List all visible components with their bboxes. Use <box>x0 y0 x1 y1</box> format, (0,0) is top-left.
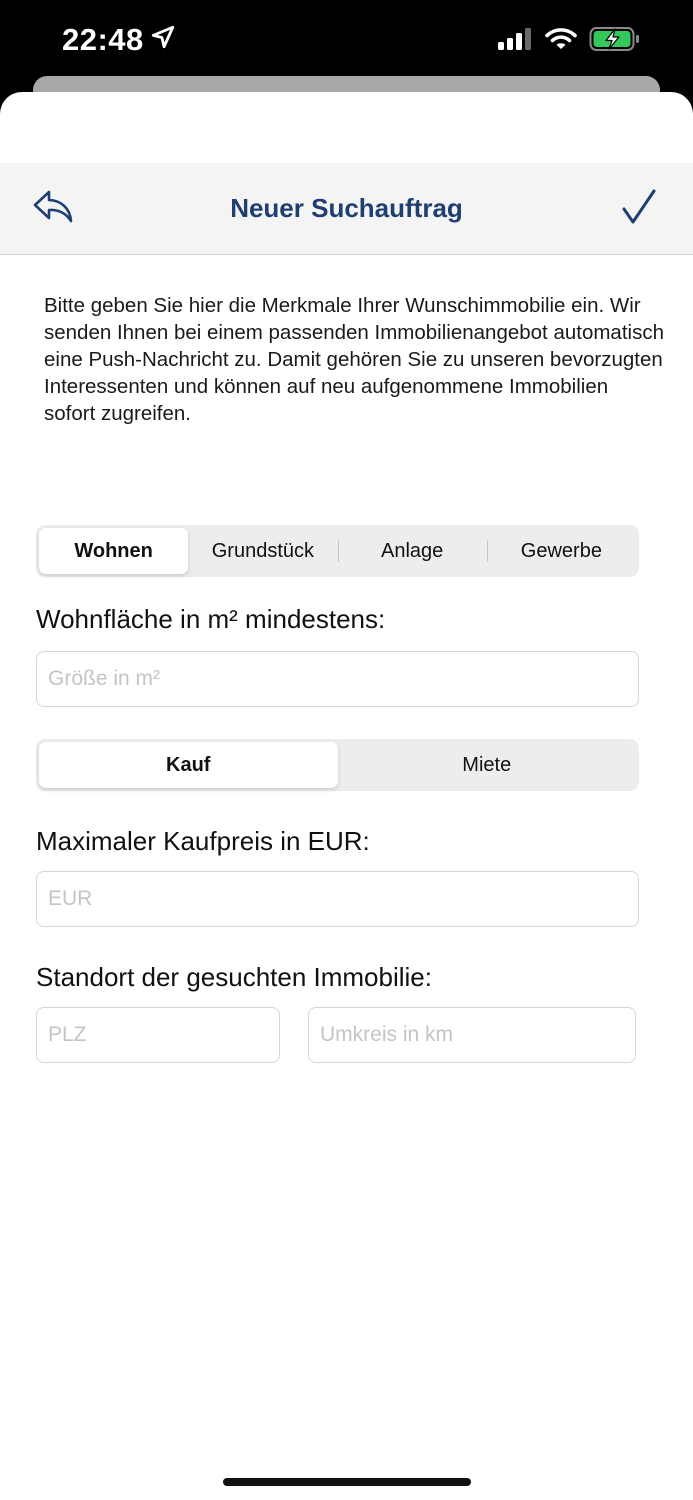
radius-input[interactable] <box>308 1007 636 1063</box>
navigation-bar <box>0 163 693 255</box>
location-arrow-icon <box>150 22 176 58</box>
cellular-signal-icon <box>497 27 533 56</box>
confirm-button[interactable] <box>619 187 659 231</box>
clock-text: 22:48 <box>62 22 144 57</box>
wifi-icon <box>545 27 577 56</box>
status-icons <box>497 26 641 57</box>
price-label: Maximaler Kaufpreis in EUR: <box>36 826 370 856</box>
checkmark-icon <box>622 189 656 230</box>
segment-anlage[interactable]: Anlage <box>338 528 487 574</box>
price-input[interactable] <box>36 871 639 927</box>
segment-miete[interactable]: Miete <box>462 753 512 776</box>
location-label: Standort der gesuchten Immobilie: <box>36 962 432 992</box>
page-title: Neuer Suchauftrag <box>230 193 463 223</box>
battery-charging-icon <box>589 26 641 57</box>
segment-gewerbe[interactable]: Gewerbe <box>487 528 636 574</box>
area-label: Wohnfläche in m² mindestens: <box>36 604 386 634</box>
area-input[interactable] <box>36 651 639 707</box>
zip-input[interactable] <box>36 1007 280 1063</box>
segment-kauf[interactable]: Kauf <box>39 742 338 788</box>
property-type-segmented-control <box>36 525 639 577</box>
segment-grundstueck[interactable]: Grundstück <box>211 539 314 562</box>
status-time <box>62 22 176 58</box>
intro-text: Bitte geben Sie hier die Merkmale Ihrer Wunschimmobilie ein. Wir senden Ihnen bei einem passenden Immobilienangebot automatisch eine Push-Nachricht zu. Damit gehören Sie zu unseren bevorzugten Interessenten und können auf neu aufgenommene Immobilien sofort zugreifen. <box>44 294 664 425</box>
segment-wohnen[interactable]: Wohnen <box>39 528 188 574</box>
search-order-sheet <box>0 92 693 1500</box>
home-indicator[interactable] <box>223 1478 471 1486</box>
status-bar <box>0 0 693 82</box>
deal-type-segmented-control <box>36 739 639 791</box>
